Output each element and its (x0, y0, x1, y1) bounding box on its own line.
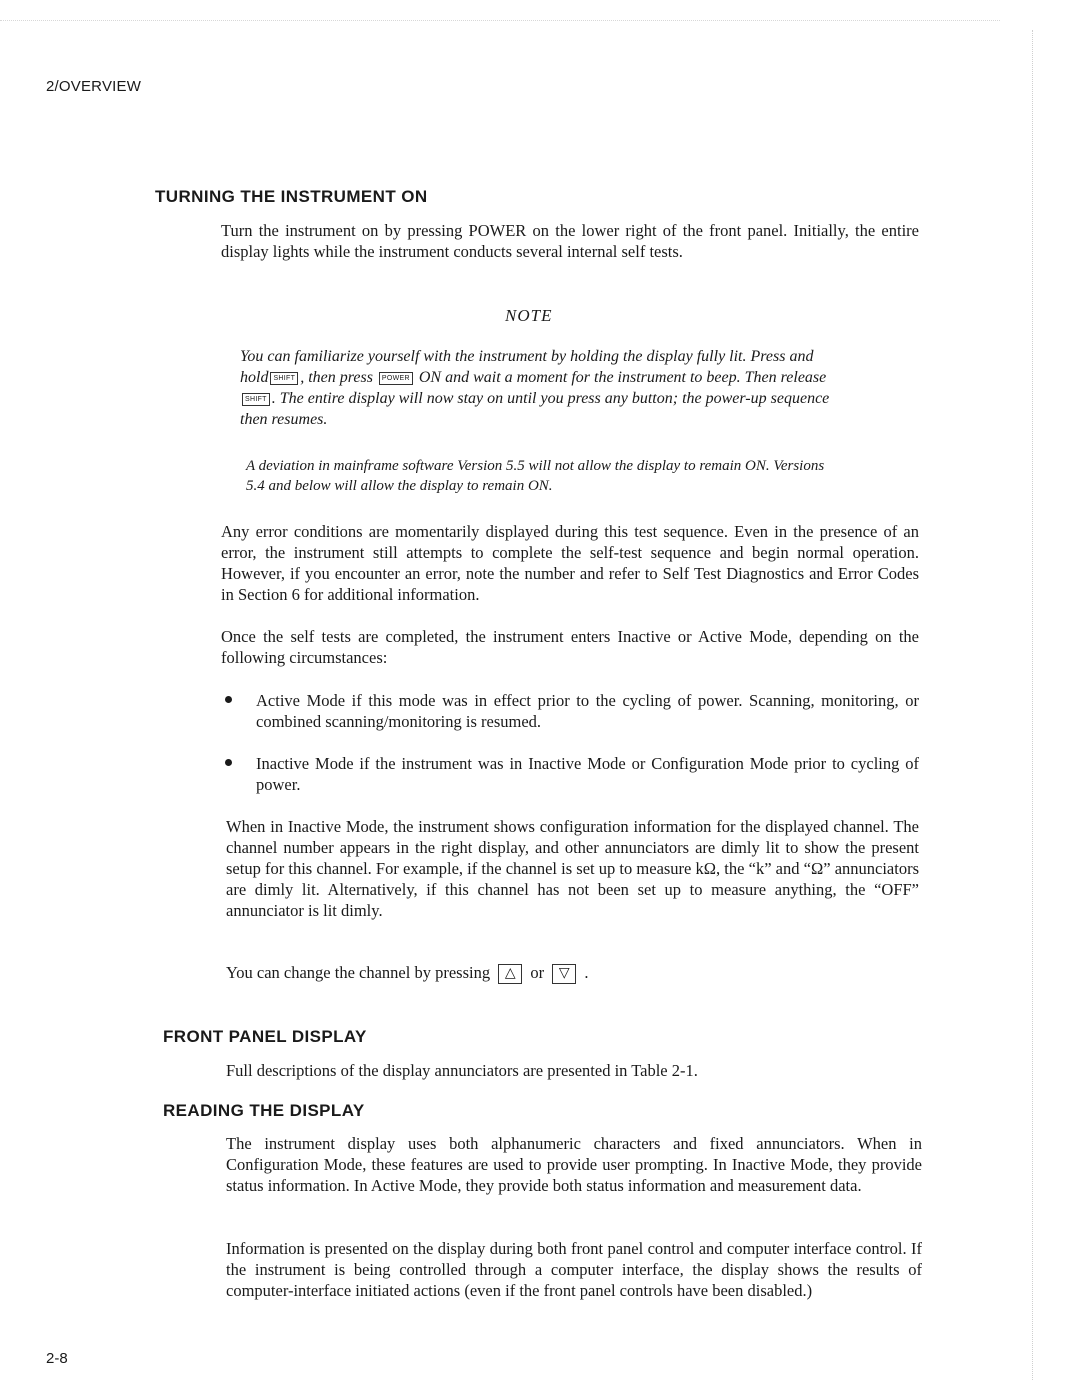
power-key-icon: POWER (379, 372, 413, 385)
page-number: 2-8 (46, 1350, 68, 1367)
paragraph-self-tests: Once the self tests are completed, the instrument enters Inactive or Active Mode, depending on the following circumstances: (221, 627, 919, 667)
paragraph-change-channel (226, 962, 919, 984)
note-text-2: , then press (300, 369, 373, 386)
scan-border-right (1032, 30, 1033, 1380)
heading-front-panel-display: FRONT PANEL DISPLAY (163, 1027, 367, 1046)
shift-key-icon: SHIFT (270, 372, 298, 385)
up-arrow-key-icon: △ (498, 964, 522, 984)
bullet-inactive-mode: Inactive Mode if the instrument was in Inactive Mode or Configuration Mode prior to cycling of power. (256, 754, 919, 794)
note-text-3: ON and wait a moment for the instrument to beep. Then release (418, 369, 827, 386)
heading-turning-on: TURNING THE INSTRUMENT ON (155, 187, 428, 206)
note-paragraph (240, 346, 834, 430)
deviation-note: A deviation in mainframe software Version 5.5 will not allow the display to remain ON. Versions 5.4 and below will allow the display to remain ON. (246, 458, 825, 494)
or-text: or (530, 963, 545, 982)
note-title: NOTE (505, 306, 553, 325)
paragraph-front-panel: Full descriptions of the display annunciators are presented in Table 2-1. (226, 1061, 698, 1080)
change-channel-text: You can change the channel by pressing (226, 963, 491, 982)
note-text-1: You can familiarize yourself with the instrument by holding the display fully lit. Press and hold (240, 348, 814, 386)
paragraph-display-features: The instrument display uses both alphanumeric characters and fixed annunciators. When in Configuration Mode, these features are used to provide user prompting. In Inactive Mode, they provide status information. In Active Mode, they provide both status information and measurement data. (226, 1134, 922, 1195)
section-header: 2/OVERVIEW (46, 78, 142, 95)
paragraph-power-on: Turn the instrument on by pressing POWER on the lower right of the front panel. Initially, the entire display lights while the instrument conducts several internal self tests. (221, 221, 919, 261)
shift-key-icon: SHIFT (242, 393, 270, 406)
down-arrow-key-icon: ▽ (552, 964, 576, 984)
paragraph-inactive-mode: When in Inactive Mode, the instrument shows configuration information for the displayed channel. The channel number appears in the right display, and other annunciators are dimly lit to show the present setup for this channel. For example, if the channel is set up to measure kΩ, the “k” and “Ω” annunciators are dimly lit. Alternatively, if this channel has not been set up to measure anything, the “OFF” annunciator is lit dimly. (226, 817, 919, 920)
note-text-4: . The entire display will now stay on until you press any button; the power-up sequence then resumes. (240, 390, 830, 428)
bullet-active-mode: Active Mode if this mode was in effect prior to the cycling of power. Scanning, monitoring, or combined scanning/monitoring is resumed. (256, 691, 919, 731)
period-text: . (584, 963, 589, 982)
scan-border-top (0, 20, 1000, 21)
heading-reading-display: READING THE DISPLAY (163, 1101, 365, 1120)
bullet-icon (225, 696, 232, 703)
paragraph-computer-interface: Information is presented on the display during both front panel control and computer interface control. If the instrument is being controlled through a computer interface, the display shows the results of computer-interface initiated actions (even if the front panel controls have been disabled.) (226, 1239, 922, 1300)
paragraph-error-conditions: Any error conditions are momentarily displayed during this test sequence. Even in the presence of an error, the instrument still attempts to complete the self-test sequence and begin normal operation. However, if you encounter an error, note the number and refer to Self Test Diagnostics and Error Codes in Section 6 for additional information. (221, 522, 919, 604)
bullet-icon (225, 759, 232, 766)
